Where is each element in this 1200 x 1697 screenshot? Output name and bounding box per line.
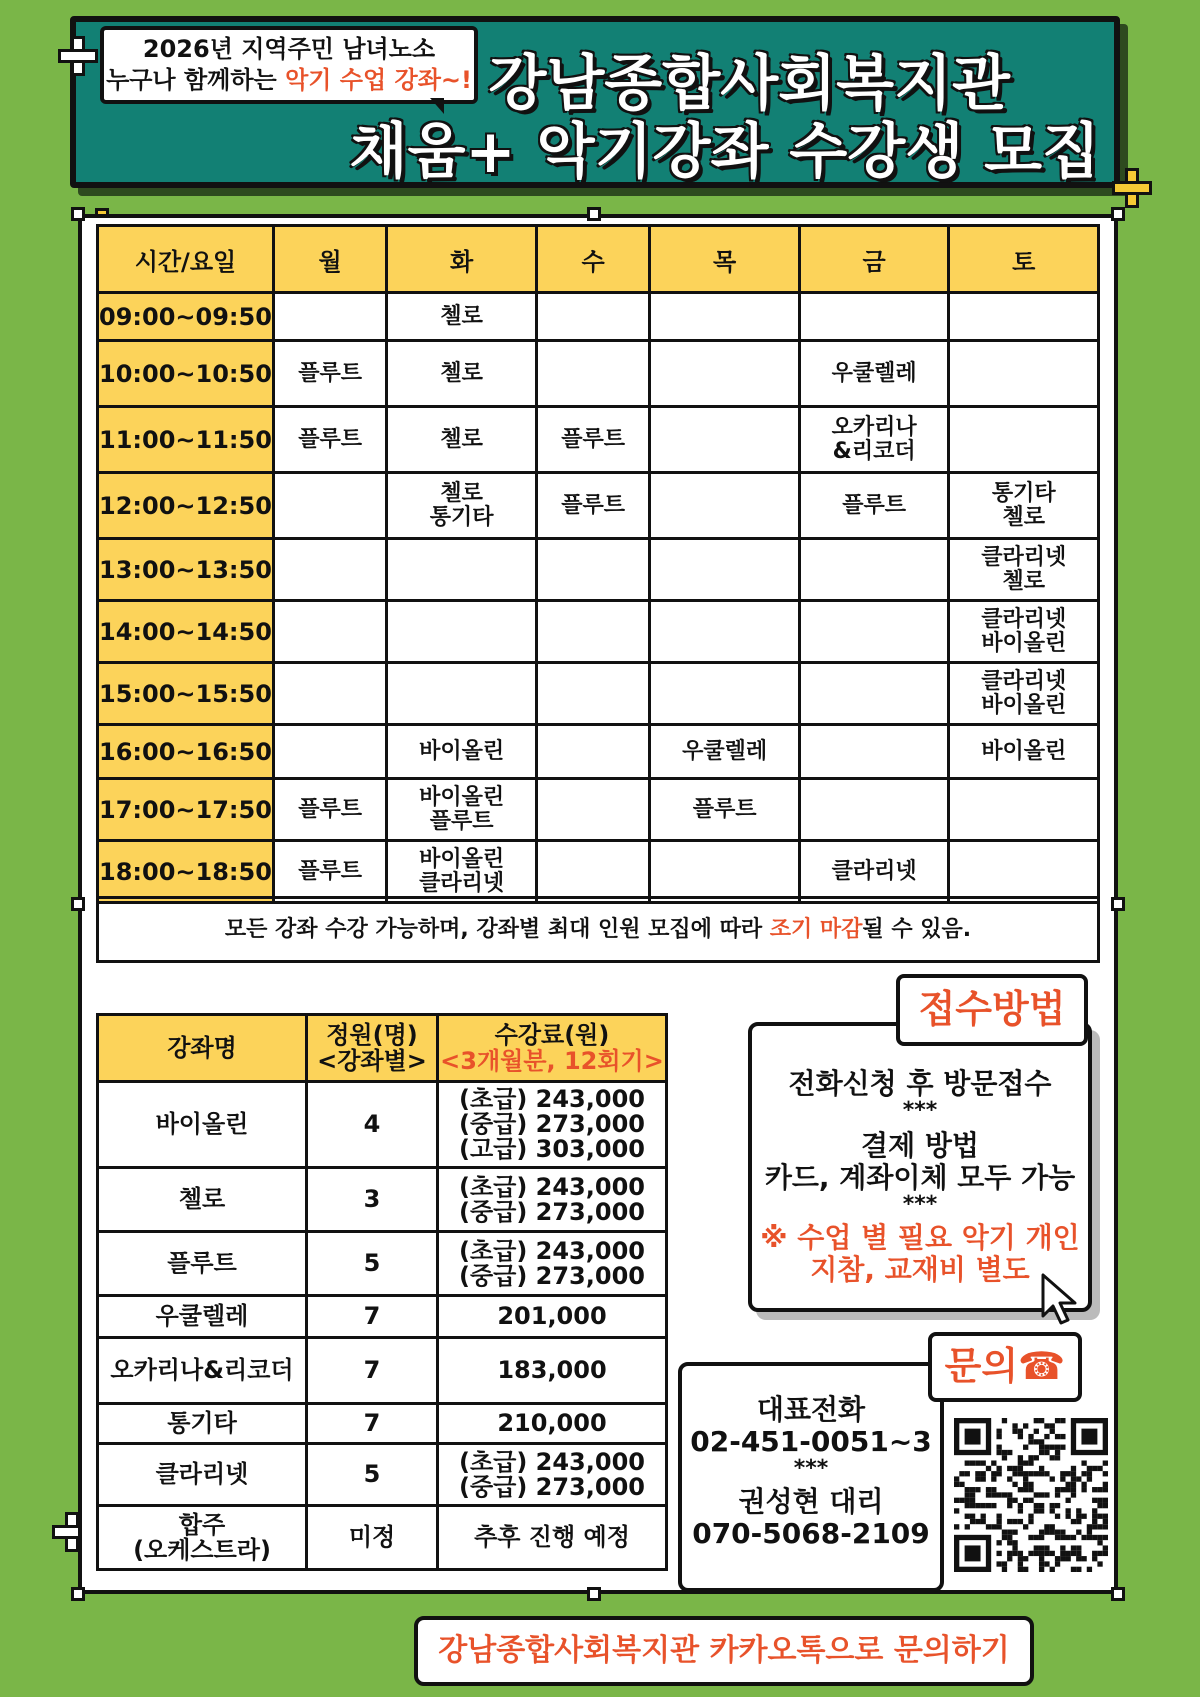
fee-capacity-cell: 3 bbox=[307, 1168, 438, 1232]
fee-col-capacity bbox=[307, 1015, 438, 1082]
schedule-col-wed: 수 bbox=[536, 226, 649, 293]
fee-capacity-cell: 7 bbox=[307, 1296, 438, 1338]
schedule-cell bbox=[799, 293, 949, 341]
bubble-line-2-accent: 악기 수업 강좌~! bbox=[285, 66, 472, 94]
schedule-time-cell: 11:00~11:50 bbox=[98, 407, 274, 473]
page-title-line-2: 채움+ 악기강좌 수강생 모집 bbox=[349, 117, 1100, 187]
schedule-cell: 오카리나 &리코더 bbox=[799, 407, 949, 473]
fee-capacity-cell: 5 bbox=[307, 1444, 438, 1506]
fee-name-cell: 첼로 bbox=[98, 1168, 307, 1232]
schedule-cell: 첼로 통기타 bbox=[387, 473, 537, 539]
schedule-cell bbox=[949, 293, 1099, 341]
notice-accent: 조기 마감 bbox=[769, 917, 863, 942]
inquiry-phone-2[interactable]: 070-5068-2109 bbox=[692, 1517, 930, 1550]
cursor-arrow-icon bbox=[1040, 1272, 1080, 1326]
corner-handle bbox=[1111, 1587, 1125, 1601]
fee-row bbox=[98, 1338, 667, 1404]
schedule-cell bbox=[536, 841, 649, 903]
schedule-row bbox=[98, 473, 1099, 539]
corner-handle bbox=[1111, 207, 1125, 221]
schedule-row bbox=[98, 779, 1099, 841]
schedule-cell: 플루트 bbox=[273, 341, 386, 407]
schedule-col-sat: 토 bbox=[949, 226, 1099, 293]
reception-line-1: 전화신청 후 방문접수 bbox=[788, 1067, 1052, 1100]
fee-capacity-cell: 미정 bbox=[307, 1506, 438, 1570]
fee-capacity-cell: 7 bbox=[307, 1404, 438, 1444]
fee-row bbox=[98, 1296, 667, 1338]
fee-col-fee-line2: <3개월분, 12회기> bbox=[440, 1047, 664, 1075]
fee-row bbox=[98, 1404, 667, 1444]
schedule-cell: 클라리넷 첼로 bbox=[949, 539, 1099, 601]
reception-title: 접수방법 bbox=[896, 974, 1088, 1046]
fee-row bbox=[98, 1506, 667, 1570]
schedule-cell bbox=[799, 779, 949, 841]
reception-line-2: 결제 방법 bbox=[861, 1129, 979, 1162]
schedule-cell: 플루트 bbox=[536, 473, 649, 539]
schedule-cell bbox=[536, 293, 649, 341]
inquiry-label-2: 권성현 대리 bbox=[738, 1485, 884, 1518]
schedule-cell: 통기타 첼로 bbox=[949, 473, 1099, 539]
inquiry-title: 문의☎ bbox=[928, 1332, 1082, 1402]
schedule-time-cell: 16:00~16:50 bbox=[98, 725, 274, 779]
fee-capacity-cell: 7 bbox=[307, 1338, 438, 1404]
schedule-cell bbox=[799, 663, 949, 725]
fee-row bbox=[98, 1232, 667, 1296]
fee-table bbox=[96, 1013, 668, 1571]
schedule-cell bbox=[650, 407, 800, 473]
schedule-row bbox=[98, 841, 1099, 903]
schedule-time-cell: 15:00~15:50 bbox=[98, 663, 274, 725]
reception-stars-2: *** bbox=[902, 1192, 938, 1217]
schedule-row bbox=[98, 663, 1099, 725]
edge-handle bbox=[587, 207, 601, 221]
schedule-cell bbox=[387, 663, 537, 725]
fee-name-cell: 바이올린 bbox=[98, 1082, 307, 1168]
schedule-cell: 바이올린 bbox=[387, 725, 537, 779]
fee-name-cell: 클라리넷 bbox=[98, 1444, 307, 1506]
schedule-cell: 플루트 bbox=[273, 779, 386, 841]
schedule-col-time: 시간/요일 bbox=[98, 226, 274, 293]
sparkle-icon bbox=[1112, 168, 1146, 202]
fee-header-row bbox=[98, 1015, 667, 1082]
bubble-line-1: 2026년 지역주민 남녀노소 bbox=[142, 35, 436, 63]
schedule-cell bbox=[273, 601, 386, 663]
schedule-cell bbox=[387, 601, 537, 663]
schedule-cell: 클라리넷 바이올린 bbox=[949, 601, 1099, 663]
schedule-cell: 바이올린 플루트 bbox=[387, 779, 537, 841]
corner-handle bbox=[71, 1587, 85, 1601]
fee-col-name: 강좌명 bbox=[98, 1015, 307, 1082]
schedule-cell bbox=[949, 841, 1099, 903]
schedule-cell: 클라리넷 bbox=[799, 841, 949, 903]
schedule-notice bbox=[96, 896, 1100, 963]
schedule-cell bbox=[273, 473, 386, 539]
schedule-cell bbox=[650, 293, 800, 341]
inquiry-box bbox=[678, 1362, 944, 1592]
bubble-line-2-prefix: 누구나 함께하는 bbox=[106, 66, 286, 94]
schedule-col-thu: 목 bbox=[650, 226, 800, 293]
notice-suffix: 될 수 있음. bbox=[862, 917, 972, 942]
edge-handle bbox=[71, 897, 85, 911]
schedule-cell bbox=[387, 539, 537, 601]
schedule-cell bbox=[799, 539, 949, 601]
schedule-col-mon: 월 bbox=[273, 226, 386, 293]
fee-name-cell: 오카리나&리코더 bbox=[98, 1338, 307, 1404]
fee-fee-cell: (초급) 243,000 (중급) 273,000 (고급) 303,000 bbox=[438, 1082, 667, 1168]
schedule-cell: 플루트 bbox=[536, 407, 649, 473]
schedule-cell: 첼로 bbox=[387, 407, 537, 473]
schedule-cell: 클라리넷 바이올린 bbox=[949, 663, 1099, 725]
schedule-cell bbox=[650, 841, 800, 903]
schedule-cell bbox=[799, 601, 949, 663]
schedule-cell bbox=[273, 663, 386, 725]
intro-speech-bubble bbox=[100, 26, 478, 104]
schedule-cell bbox=[949, 341, 1099, 407]
schedule-time-cell: 13:00~13:50 bbox=[98, 539, 274, 601]
schedule-cell bbox=[949, 407, 1099, 473]
schedule-col-tue: 화 bbox=[387, 226, 537, 293]
fee-fee-cell: (초급) 243,000 (중급) 273,000 bbox=[438, 1444, 667, 1506]
schedule-row bbox=[98, 407, 1099, 473]
inquiry-label-1: 대표전화 bbox=[756, 1393, 866, 1426]
fee-col-fee bbox=[438, 1015, 667, 1082]
reception-note-1: ※ 수업 별 필요 악기 개인 bbox=[760, 1221, 1080, 1254]
schedule-cell bbox=[536, 663, 649, 725]
fee-name-cell: 합주 (오케스트라) bbox=[98, 1506, 307, 1570]
schedule-cell: 우쿨렐레 bbox=[799, 341, 949, 407]
fee-fee-cell: 210,000 bbox=[438, 1404, 667, 1444]
schedule-cell: 플루트 bbox=[273, 841, 386, 903]
page-title-line-1: 강남종합사회복지관 bbox=[488, 49, 1010, 119]
fee-fee-cell: 183,000 bbox=[438, 1338, 667, 1404]
bubble-line-2 bbox=[104, 65, 474, 96]
schedule-cell: 바이올린 클라리넷 bbox=[387, 841, 537, 903]
fee-row bbox=[98, 1444, 667, 1506]
schedule-row bbox=[98, 539, 1099, 601]
schedule-cell bbox=[536, 539, 649, 601]
schedule-cell bbox=[536, 779, 649, 841]
reception-note-2: 지참, 교재비 별도 bbox=[810, 1253, 1030, 1286]
fee-name-cell: 플루트 bbox=[98, 1232, 307, 1296]
fee-name-cell: 통기타 bbox=[98, 1404, 307, 1444]
edge-handle bbox=[587, 1587, 601, 1601]
schedule-row bbox=[98, 341, 1099, 407]
fee-fee-cell: 추후 진행 예정 bbox=[438, 1506, 667, 1570]
fee-row bbox=[98, 1168, 667, 1232]
schedule-cell bbox=[536, 601, 649, 663]
edge-handle bbox=[1111, 897, 1125, 911]
inquiry-phone-1[interactable]: 02-451-0051~3 bbox=[690, 1425, 932, 1458]
sparkle-icon bbox=[58, 36, 92, 70]
schedule-cell bbox=[650, 341, 800, 407]
schedule-row bbox=[98, 293, 1099, 341]
notice-prefix: 모든 강좌 수강 가능하며, 강좌별 최대 인원 모집에 따라 bbox=[224, 917, 770, 942]
fee-col-capacity-line2: <강좌별> bbox=[317, 1047, 427, 1075]
schedule-row bbox=[98, 725, 1099, 779]
fee-fee-cell: (초급) 243,000 (중급) 273,000 bbox=[438, 1232, 667, 1296]
schedule-cell: 우쿨렐레 bbox=[650, 725, 800, 779]
reception-box bbox=[748, 1022, 1092, 1312]
fee-capacity-cell: 5 bbox=[307, 1232, 438, 1296]
schedule-cell: 플루트 bbox=[799, 473, 949, 539]
fee-name-cell: 우쿨렐레 bbox=[98, 1296, 307, 1338]
schedule-cell: 첼로 bbox=[387, 293, 537, 341]
schedule-time-cell: 09:00~09:50 bbox=[98, 293, 274, 341]
schedule-cell bbox=[273, 539, 386, 601]
schedule-time-cell: 14:00~14:50 bbox=[98, 601, 274, 663]
schedule-cell: 플루트 bbox=[650, 779, 800, 841]
schedule-cell bbox=[273, 293, 386, 341]
schedule-cell bbox=[949, 779, 1099, 841]
schedule-time-cell: 12:00~12:50 bbox=[98, 473, 274, 539]
reception-stars-1: *** bbox=[902, 1098, 938, 1123]
fee-capacity-cell: 4 bbox=[307, 1082, 438, 1168]
corner-handle bbox=[71, 207, 85, 221]
reception-line-3: 카드, 계좌이체 모두 가능 bbox=[764, 1161, 1076, 1194]
schedule-row bbox=[98, 601, 1099, 663]
schedule-table bbox=[96, 224, 1100, 904]
schedule-time-cell: 17:00~17:50 bbox=[98, 779, 274, 841]
schedule-time-cell: 18:00~18:50 bbox=[98, 841, 274, 903]
schedule-cell bbox=[799, 725, 949, 779]
fee-fee-cell: (초급) 243,000 (중급) 273,000 bbox=[438, 1168, 667, 1232]
schedule-cell bbox=[650, 539, 800, 601]
schedule-cell: 첼로 bbox=[387, 341, 537, 407]
schedule-cell: 바이올린 bbox=[949, 725, 1099, 779]
qr-code-icon[interactable] bbox=[954, 1418, 1108, 1572]
fee-col-capacity-line1: 정원(명) bbox=[326, 1021, 418, 1049]
schedule-header-row bbox=[98, 226, 1099, 293]
schedule-cell bbox=[536, 725, 649, 779]
kakao-inquiry-link[interactable]: 강남종합사회복지관 카카오톡으로 문의하기 bbox=[414, 1616, 1034, 1686]
fee-col-fee-line1: 수강료(원) bbox=[494, 1021, 610, 1049]
schedule-cell bbox=[650, 473, 800, 539]
schedule-cell bbox=[650, 601, 800, 663]
schedule-cell bbox=[536, 341, 649, 407]
schedule-cell bbox=[650, 663, 800, 725]
schedule-time-cell: 10:00~10:50 bbox=[98, 341, 274, 407]
schedule-cell: 플루트 bbox=[273, 407, 386, 473]
schedule-col-fri: 금 bbox=[799, 226, 949, 293]
fee-fee-cell: 201,000 bbox=[438, 1296, 667, 1338]
schedule-cell bbox=[273, 725, 386, 779]
inquiry-stars: *** bbox=[793, 1456, 829, 1481]
fee-row bbox=[98, 1082, 667, 1168]
